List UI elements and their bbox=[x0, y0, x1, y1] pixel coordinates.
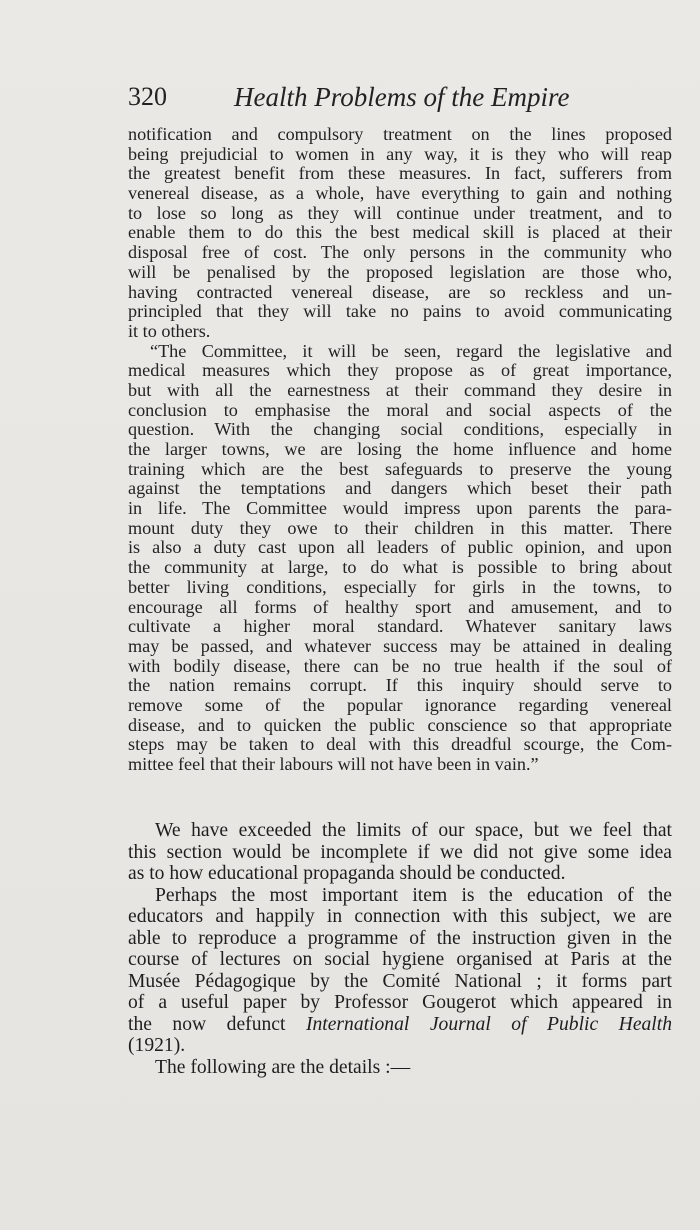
text-line: question. With the changing social conditions, especially in bbox=[128, 419, 672, 440]
text-line: is also a duty cast upon all leaders of public opinion, and upon bbox=[128, 537, 672, 558]
text-line: but with all the earnestness at their command they desire in bbox=[128, 379, 672, 400]
text-line: able to reproduce a programme of the instruction given in the bbox=[128, 927, 672, 949]
text-line: conclusion to emphasise the moral and social aspects of the bbox=[128, 399, 672, 420]
text-line: enable them to do this the best medical skill is placed at their bbox=[128, 222, 672, 243]
text-line: cultivate a higher moral standard. Whatever sanitary laws bbox=[128, 616, 672, 637]
text-line: principled that they will take no pains to avoid communicating bbox=[128, 301, 672, 322]
text-line: with bodily disease, there can be no true health if the soul of bbox=[128, 655, 672, 676]
journal-title: International Journal of Public Health bbox=[305, 1013, 672, 1035]
text-line: the larger towns, we are losing the home influence and home bbox=[128, 439, 672, 459]
text-line: disposal free of cost. The only persons in the community who bbox=[128, 242, 672, 263]
text-line: having contracted venereal disease, are so reckless and un- bbox=[128, 281, 672, 302]
text-line: notification and compulsory treatment on the lines proposed bbox=[128, 124, 672, 144]
text-line: the community at large, to do what is possible to bring about bbox=[128, 557, 672, 578]
text-line: The following are the details :— bbox=[155, 1056, 411, 1078]
text-line bbox=[128, 1014, 672, 1036]
page-header bbox=[128, 82, 578, 122]
text-line: training which are the best safeguards to preserve the young bbox=[128, 458, 672, 479]
text-line: medical measures which they propose as of great importance, bbox=[128, 360, 672, 381]
text-line: mount duty they owe to their children in this matter. There bbox=[128, 517, 672, 538]
text-line: will be penalised by the proposed legislation are those who, bbox=[128, 261, 672, 282]
text-line: “The Committee, it will be seen, regard the legislative and bbox=[150, 340, 672, 361]
text-line: encourage all forms of healthy sport and amusement, and to bbox=[128, 596, 672, 617]
text-line: Perhaps the most important item is the education of the bbox=[155, 884, 672, 906]
text-line: educators and happily in connection with this subject, we are bbox=[128, 906, 672, 927]
text-line: (1921). bbox=[128, 1035, 186, 1056]
text-line: in life. The Committee would impress upon parents the para- bbox=[128, 498, 672, 519]
text-line: We have exceeded the limits of our space, but we feel that bbox=[155, 820, 672, 841]
text-line: disease, and to quicken the public conscience so that appropriate bbox=[128, 714, 672, 735]
text-fragment: the now defunct bbox=[128, 1013, 306, 1035]
text-line: against the temptations and dangers which beset their path bbox=[128, 478, 672, 499]
text-line: to lose so long as they will continue under treatment, and to bbox=[128, 202, 672, 223]
body-text-lower bbox=[128, 820, 672, 1078]
body-text-upper bbox=[128, 125, 672, 775]
text-line: mittee feel that their labours will not have been in vain.” bbox=[128, 754, 539, 774]
text-line: venereal disease, as a whole, have everything to gain and nothing bbox=[128, 183, 672, 204]
text-line: the greatest benefit from these measures. In fact, sufferers from bbox=[128, 163, 672, 184]
text-line: Musée Pédagogique by the Comité National ; it forms part bbox=[128, 970, 672, 992]
text-line: being prejudicial to women in any way, it is they who will reap bbox=[128, 143, 672, 164]
text-line: the nation remains corrupt. If this inquiry should serve to bbox=[128, 675, 672, 696]
page-number: 320 bbox=[128, 82, 167, 111]
text-line: of a useful paper by Professor Gougerot which appeared in bbox=[128, 992, 672, 1013]
text-line: as to how educational propaganda should be conducted. bbox=[128, 863, 566, 884]
text-line: better living conditions, especially for girls in the towns, to bbox=[128, 576, 672, 597]
text-line: remove some of the popular ignorance regarding venereal bbox=[128, 694, 672, 715]
text-line: steps may be taken to deal with this dreadful scourge, the Com- bbox=[128, 734, 672, 755]
text-line: this section would be incomplete if we did not give some idea bbox=[128, 841, 672, 863]
text-line: course of lectures on social hygiene organised at Paris at the bbox=[128, 949, 672, 970]
text-line: may be passed, and whatever success may be attained in dealing bbox=[128, 635, 672, 656]
text-line: it to others. bbox=[128, 320, 211, 341]
running-title: Health Problems of the Empire bbox=[234, 82, 570, 112]
